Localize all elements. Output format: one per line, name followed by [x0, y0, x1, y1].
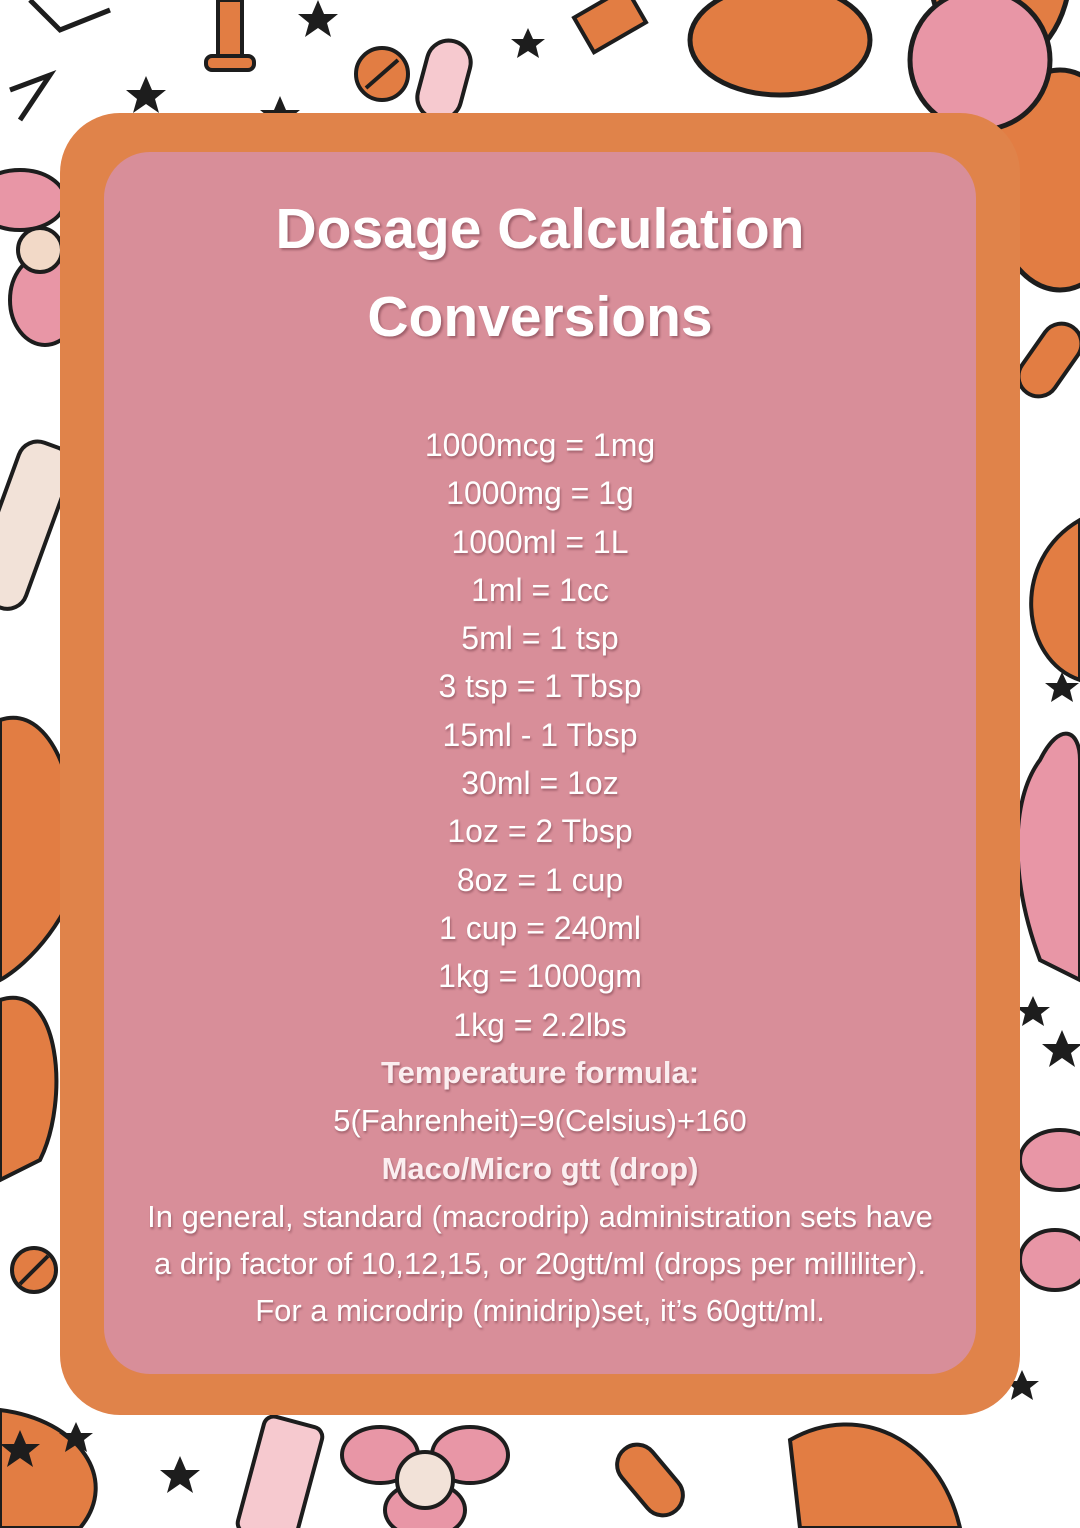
conversion-card	[104, 152, 976, 1374]
conversion-item: 1kg = 2.2lbs	[453, 1006, 627, 1043]
capsule-icon	[609, 1437, 691, 1524]
conversion-item: 5ml = 1 tsp	[461, 620, 619, 657]
conversion-list	[104, 421, 976, 1049]
conversion-item: 3 tsp = 1 Tbsp	[438, 668, 642, 705]
heart-icon	[1018, 734, 1080, 980]
syringe-icon	[235, 1414, 324, 1528]
flower-icon	[1020, 1130, 1080, 1290]
leaf-icon	[0, 998, 56, 1180]
drip-paragraph: In general, standard (macrodrip) administration sets have a drip factor of 10,12,15, or 20gtt/ml (drops per milliliter).	[147, 1198, 933, 1281]
doodle-icon	[30, 0, 110, 30]
conversion-item: 1oz = 2 Tbsp	[447, 813, 633, 850]
conversion-item: 15ml - 1 Tbsp	[442, 716, 638, 753]
leaf-icon	[0, 1410, 96, 1528]
conversion-item: 30ml = 1oz	[461, 765, 619, 802]
flower-icon	[342, 1427, 508, 1528]
capsule-icon	[1011, 316, 1080, 404]
syringe-icon	[206, 0, 254, 70]
syringe-icon	[574, 0, 646, 52]
conversion-item: 8oz = 1 cup	[456, 861, 624, 898]
leaf-icon	[1031, 520, 1080, 680]
conversion-item: 1000mcg = 1mg	[424, 427, 656, 463]
conversion-item: 1000ml = 1L	[451, 523, 629, 560]
conversion-item: 1kg = 1000gm	[438, 958, 642, 995]
doodle-icon	[10, 75, 50, 120]
drip-heading: Maco/Micro gtt (drop)	[381, 1150, 699, 1186]
conversion-item: 1000mg = 1g	[446, 475, 634, 512]
temperature-formula: 5(Fahrenheit)=9(Celsius)+160	[333, 1102, 747, 1138]
pill-icon	[12, 1248, 56, 1292]
conversion-item: 1ml = 1cc	[471, 571, 609, 608]
leaf-icon	[790, 1424, 960, 1528]
page-title	[104, 185, 976, 361]
temperature-heading: Temperature formula:	[380, 1054, 700, 1090]
pill-icon	[356, 48, 408, 100]
title-line-1: Dosage Calculation	[275, 197, 805, 261]
conversion-item: 1 cup = 240ml	[439, 909, 641, 946]
capsule-icon	[412, 36, 475, 125]
title-line-2: Conversions	[367, 285, 713, 349]
microdrip-note: For a microdrip (minidrip)set, it’s 60gtt/ml.	[255, 1292, 825, 1328]
